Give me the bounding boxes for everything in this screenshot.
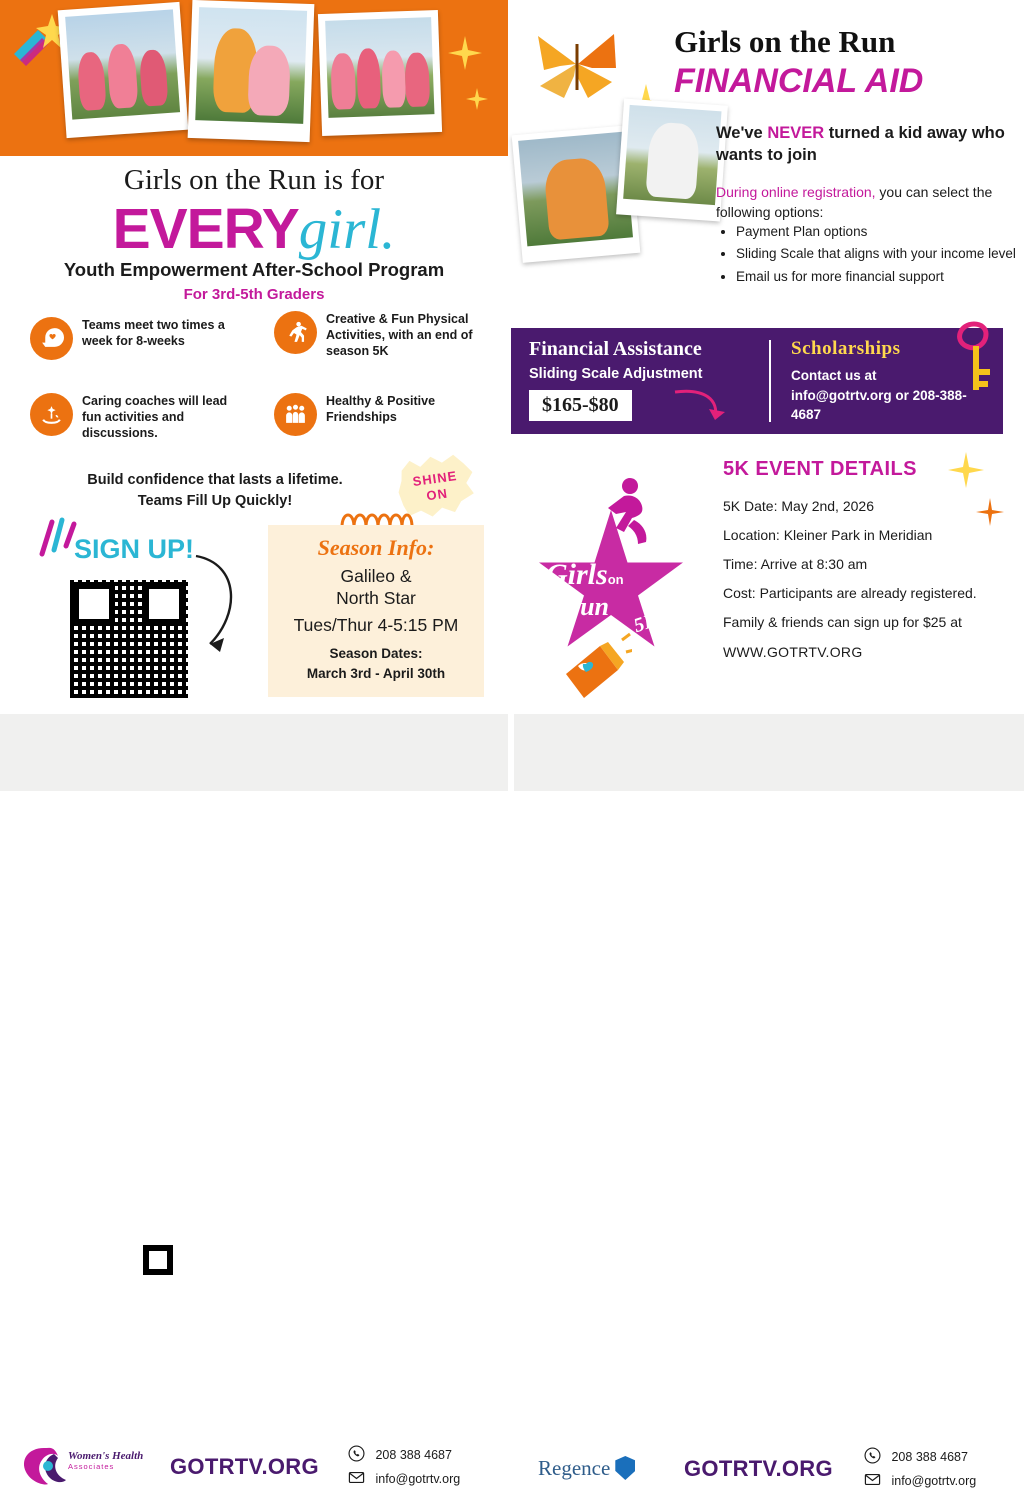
registration-note-rest: you can select the following options: xyxy=(716,184,993,221)
season-dates-value: March 3rd - April 30th xyxy=(306,665,446,681)
envelope-icon xyxy=(864,1471,881,1488)
sparkle-small-icon xyxy=(466,88,488,110)
sparkle-icon xyxy=(448,36,482,70)
headline-girl: girl. xyxy=(298,198,396,261)
feature-item-1 xyxy=(30,317,230,360)
wha-name: Women's Health xyxy=(68,1450,144,1462)
friends-group-icon xyxy=(274,393,317,436)
footer-right-email: info@gotrtv.org xyxy=(891,1473,977,1488)
qr-code[interactable] xyxy=(70,580,188,698)
sparkle-icon-event-2 xyxy=(976,498,1004,526)
sign-up-label: SIGN UP! xyxy=(74,534,195,564)
footer-left xyxy=(0,714,508,1486)
megaphone-icon xyxy=(556,632,632,706)
never-highlight: NEVER xyxy=(767,124,825,142)
curved-arrow-pink-icon xyxy=(671,386,731,428)
wha-sub: Associates xyxy=(68,1462,115,1471)
footer-left-url[interactable]: GOTRTV.ORG xyxy=(170,1454,319,1479)
event-detail-location: Location: Kleiner Park in Meridian xyxy=(723,527,933,544)
never-post: turned a kid away who wants to join xyxy=(716,124,1005,165)
footer-left-contact xyxy=(348,1444,460,1492)
event-detail-cost: Cost: Participants are already registered. xyxy=(723,585,977,602)
butterfly-icon xyxy=(530,24,626,104)
footer-left-phone: 208 388 4687 xyxy=(375,1448,452,1462)
financial-assistance-title: Financial Assistance xyxy=(529,338,702,360)
regence-name: Regence xyxy=(538,1456,611,1480)
footer-right xyxy=(514,714,1024,1488)
list-item: • Email us for more financial support xyxy=(736,267,1016,287)
sliding-scale-label: Sliding Scale Adjustment xyxy=(529,366,703,382)
photo-girls-jumping xyxy=(58,2,189,138)
growing-plant-hand-icon xyxy=(30,393,73,436)
build-line-2: Teams Fill Up Quickly! xyxy=(137,493,293,510)
season-info-title: Season Info: xyxy=(317,535,435,560)
feature-label-4: Healthy & Positive Friendships xyxy=(326,394,436,424)
photo-coach-and-girl xyxy=(188,0,315,142)
feature-item-2 xyxy=(274,311,484,360)
footer-right-phone: 208 388 4687 xyxy=(891,1450,968,1464)
logo-run: run xyxy=(569,592,609,621)
season-info-box xyxy=(268,525,484,697)
financial-assistance-box xyxy=(511,328,1003,434)
whatsapp-icon xyxy=(348,1445,365,1462)
left-panel xyxy=(0,0,508,791)
box-divider xyxy=(769,340,771,422)
shine-line-2: ON xyxy=(425,484,449,503)
curved-arrow-icon xyxy=(186,548,250,658)
event-details-title: 5K EVENT DETAILS xyxy=(723,458,917,480)
photo-team-group xyxy=(318,10,442,136)
logo-girls: Girls xyxy=(546,558,608,591)
head-heart-icon xyxy=(30,317,73,360)
season-times: Tues/Thur 4-5:15 PM xyxy=(293,614,459,635)
event-detail-date: 5K Date: May 2nd, 2026 xyxy=(723,498,874,514)
key-icon xyxy=(946,318,1012,398)
footer-right-phone-row[interactable] xyxy=(864,1446,976,1470)
footer-left-email: info@gotrtv.org xyxy=(375,1471,461,1486)
never-pre: We've xyxy=(716,124,768,142)
footer-left-phone-row[interactable] xyxy=(348,1444,460,1468)
envelope-icon xyxy=(348,1469,365,1486)
financial-aid-title-1: Girls on the Run xyxy=(674,24,896,59)
event-detail-time: Time: Arrive at 8:30 am xyxy=(723,556,868,573)
season-dates-label: Season Dates: xyxy=(329,646,423,662)
confetti-icon xyxy=(34,510,78,558)
runner-silhouette-icon xyxy=(590,472,662,568)
runner-icon xyxy=(274,311,317,354)
season-site-2: North Star xyxy=(336,588,416,609)
feature-label-1: Teams meet two times a week for 8-weeks xyxy=(82,318,225,348)
never-turned-away-text xyxy=(716,122,1016,167)
event-detail-url[interactable]: WWW.GOTRTV.ORG xyxy=(723,643,863,660)
scholarships-title: Scholarships xyxy=(791,338,901,359)
logo-on: on xyxy=(607,572,624,587)
qr-finder-bottom-left xyxy=(143,1245,173,1275)
logo-the: the xyxy=(546,603,566,618)
program-subtitle: Youth Empowerment After-School Program xyxy=(63,259,445,280)
scholarships-contact: Contact us at info@gotrtv.org or 208-388-4687 xyxy=(791,368,967,423)
headline-every: EVERY xyxy=(112,197,299,261)
feature-item-3 xyxy=(30,393,240,442)
registration-options-list xyxy=(736,222,1016,289)
event-detail-family: Family & friends can sign up for $25 at xyxy=(723,614,962,631)
season-site-1: Galileo & xyxy=(340,566,412,586)
financial-aid-title-2: FINANCIAL AID xyxy=(674,62,924,100)
regence-logo xyxy=(538,1456,635,1481)
shield-icon xyxy=(615,1456,635,1480)
left-headline-main xyxy=(0,196,508,262)
feature-label-3: Caring coaches will lead fun activities and discussions. xyxy=(82,394,228,440)
footer-right-url[interactable]: GOTRTV.ORG xyxy=(684,1456,833,1481)
whatsapp-icon xyxy=(864,1447,881,1464)
list-item: • Payment Plan options xyxy=(736,222,1016,242)
footer-right-contact xyxy=(864,1446,976,1494)
grades-label: For 3rd-5th Graders xyxy=(183,286,325,303)
feature-label-2: Creative & Fun Physical Activities, with an end of season 5K xyxy=(326,312,473,358)
logo-wordmark xyxy=(546,558,624,622)
wha-name-block xyxy=(68,1450,143,1471)
registration-note xyxy=(716,182,1016,223)
sparkle-icon-event xyxy=(948,452,984,488)
left-headline-top: Girls on the Run is for xyxy=(123,164,385,196)
sliding-scale-amount: $165-$80 xyxy=(529,390,632,421)
footer-left-email-row[interactable] xyxy=(348,1468,460,1492)
registration-note-pink: During online registration, xyxy=(716,184,876,200)
list-item: • Sliding Scale that aligns with your income level xyxy=(736,244,1016,264)
build-line-1: Build confidence that lasts a lifetime. xyxy=(87,472,343,488)
shine-line-1: SHINE xyxy=(411,467,459,489)
photo-runner-right xyxy=(616,99,728,222)
feature-item-4 xyxy=(274,393,484,436)
logo-5k: 5K xyxy=(631,608,661,638)
footer-right-email-row[interactable] xyxy=(864,1470,976,1494)
right-panel xyxy=(508,0,1024,791)
